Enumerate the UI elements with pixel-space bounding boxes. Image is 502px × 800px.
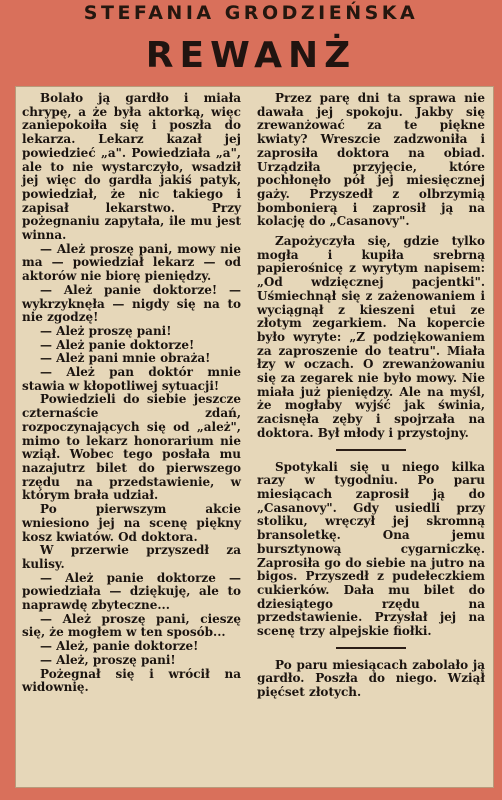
paragraph: — Ależ proszę pani, cieszę się, że mogłem w ten sposób... [22, 611, 241, 640]
paragraph: — Ależ, panie doktorze! [40, 639, 199, 654]
paragraph: — Ależ pani mnie obraża! [40, 351, 211, 366]
paragraph: Zapożyczyła się, gdzie tylko mogła i kupiła srebrną papierośnicę z wyrytym napisem: „Od wdzięcznej pacjentki". Uśmiechnął się z zażenowaniem i wyciągnął z kieszeni etui ze złotym zegarkiem. Na kopercie było wyryte: „Z podziękowaniem za zaproszenie do teatru". Miała łzy w oczach. O zrewanżowaniu się za zegarek nie było mowy. Nie miała już pieniędzy. Ale na myśl, że mogłaby wyjść jak świnia, zacisnęła zęby i spojrzała na doktora. Był młody i przystojny. [257, 234, 485, 440]
paragraph: Pożegnał się i wrócił na widownię. [22, 666, 241, 695]
left-column [22, 92, 241, 695]
paragraph: — Ależ panie doktorze — powiedziała — dziękuję, ale to naprawdę zbyteczne... [22, 570, 241, 613]
paragraph: Bolało ją gardło i miała chrypę, a że była aktorką, więc zaniepokoiła się i poszła do lekarza. Lekarz kazał jej powiedzieć „a". Powiedziała „a", ale to nie wystarczyło, wsadził jej więc do gardła jakiś patyk, powiedział, że nic takiego i zapisał lekarstwo. Przy pożegnaniu zapytała, ile mu jest winna. [22, 91, 241, 243]
paragraph: Po paru miesiącach zabolało ją gardło. Poszła do niego. Wziął pięćset złotych. [257, 657, 485, 700]
section-divider [336, 449, 406, 451]
story-title: REWANŻ [145, 35, 357, 76]
right-column [257, 92, 485, 700]
paragraph: — Ależ proszę pani! [40, 323, 172, 338]
paragraph: Przez parę dni ta sprawa nie dawała jej spokoju. Jakby się zrewanżować za te piękne kwiaty? Wreszcie zadzwoniła i zaprosiła doktora na obiad. Urządziła przyjęcie, które pochłonęło pół jej miesięcznej gaży. Przyszedł z olbrzymią bombonierą i zaprosił ją na kolację do „Casanovy". [257, 91, 485, 229]
paragraph: Spotykali się u niego kilka razy w tygodniu. Po paru miesiącach zaprosił ją do „Casanovy". Gdy usiedli przy stoliku, wręczył jej skromną bransoletkę. Ona jemu bursztynową cygarniczkę. Zaprosiła go do siebie na jutro na bigos. Przyszedł z pudełeczkiem cukierków. Dała mu bilet do dziesiątego rzędu na przedstawienie. Przysłał jej na scenę trzy alpejskie fiołki. [257, 459, 485, 639]
paragraph: — Ależ pan doktór mnie stawia w kłopotliwej sytuacji! [22, 365, 241, 393]
paragraph: Po pierwszym akcie wniesiono jej na scenę piękny kosz kwiatów. Od doktora. [22, 502, 241, 544]
section-divider [336, 647, 406, 649]
author-name: STEFANIA GRODZIEŃSKA [83, 2, 419, 24]
paragraph: — Ależ proszę pani, mowy nie ma — powiedział lekarz — od aktorów nie biorę pieniędzy. [22, 241, 241, 284]
paragraph: — Ależ, proszę pani! [40, 652, 176, 667]
paragraph: — Ależ panie doktorze! — wykrzyknęła — nigdy się na to nie zgodzę! [22, 282, 241, 325]
paragraph: W przerwie przyszedł za kulisy. [22, 543, 241, 571]
paragraph: Powiedzieli do siebie jeszcze czternaście zdań, rozpoczynających się od „ależ", mimo to lekarz honorarium nie wziął. Wobec tego posłała mu nazajutrz bilet do pierwszego rzędu na przedstawienie, w którym brała udział. [22, 392, 241, 503]
paragraph: — Ależ panie doktorze! [40, 337, 195, 352]
